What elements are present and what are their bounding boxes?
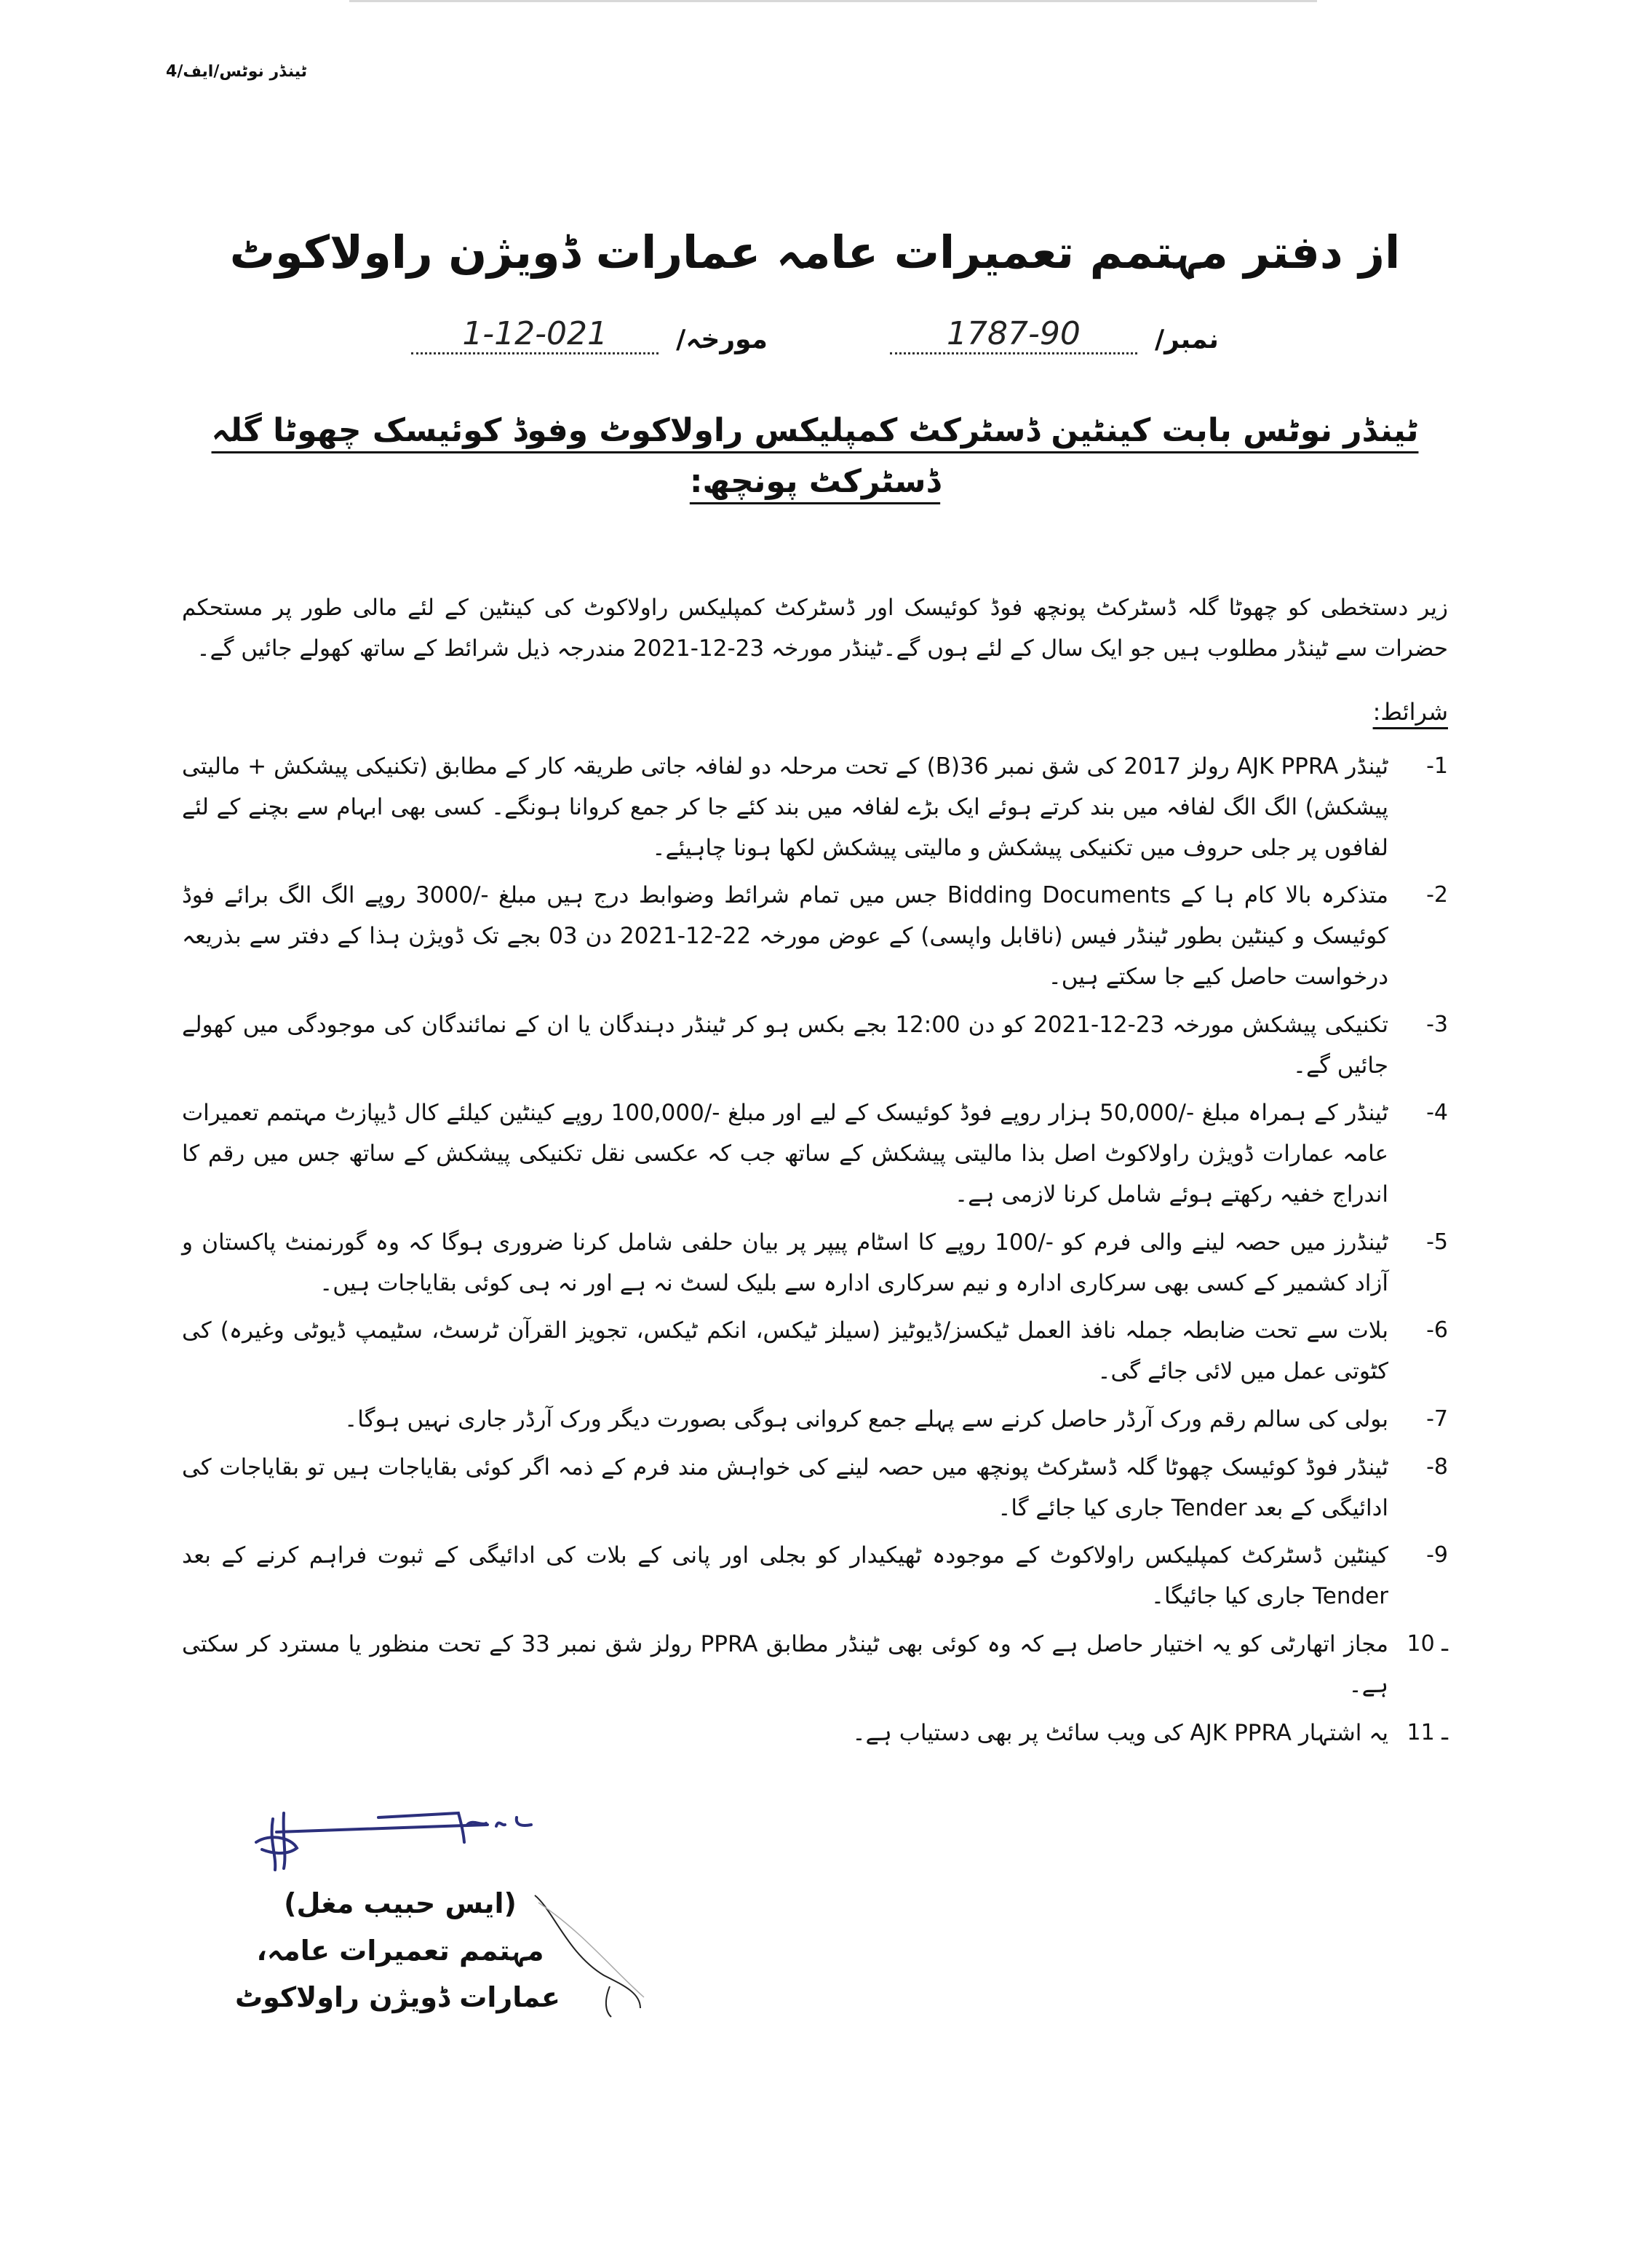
condition-item-11	[182, 1713, 1448, 1754]
number-value: 1787-90	[890, 315, 1137, 354]
date-value: 1-12-021	[411, 315, 659, 354]
item-line: متذکرہ بالا کام ہا کے Bidding Documents جس میں تمام شرائط وضوابط درج ہیں مبلغ -/3000 روپے الگ الگ برائے فوڈ کوئیسک و کینٹین	[182, 882, 1389, 950]
item-text	[182, 1713, 1388, 1754]
item-number: ـ 10	[1407, 1630, 1448, 1657]
date-label: مورخہ/	[676, 325, 768, 354]
item-line: بولی کی سالم رقم ورک آرڈر حاصل کرنے سے پہلے جمع کروانی ہوگی بصورت دیگر ورک آرڈر جاری نہیں ہوگا۔	[344, 1405, 1388, 1432]
condition-item-2	[182, 876, 1448, 997]
item-number: -5	[1426, 1229, 1448, 1255]
item-line: لفافہ میں بند کرتے ہوئے ایک بڑے لفافہ میں بند کئے جا کر جمع کروانا ہونگے۔ کسی بھی ابہام سے بچنے کے لئے لفافوں پر جلی حروف میں تکنیکی پیشکش و مالیتی	[182, 793, 1388, 861]
item-text	[182, 1005, 1388, 1087]
condition-item-6	[182, 1311, 1448, 1392]
item-number: -4	[1426, 1100, 1448, 1126]
item-text	[182, 1400, 1388, 1440]
condition-item-3	[182, 1005, 1448, 1087]
item-line: کینٹین ڈسٹرکٹ کمپلیکس راولاکوٹ کے موجودہ ٹھیکیدار کو بجلی اور پانی کے بلات کی ادائیگی کے ثبوت فراہم کرنے کے بعد Tender جاری کیا جائیگا۔	[182, 1542, 1388, 1610]
item-line: یہ اشتہار AJK PPRA کی ویب سائٹ پر بھی دستیاب ہے۔	[852, 1719, 1388, 1746]
number-label: نمبر/	[1154, 325, 1219, 354]
conditions-list	[182, 747, 1448, 1753]
condition-item-10	[182, 1625, 1448, 1706]
item-line: ٹینڈر فوڈ کوئیسک چھوٹا گلہ ڈسٹرکٹ پونچھ میں حصہ لینے کی خواہش مند فرم کے ذمہ اگر کوئی بقایاجات ہیں تو بقایاجات کی ادائیگی کے بعد Tender جاری کیا	[182, 1454, 1388, 1521]
item-text	[182, 747, 1388, 868]
condition-item-5	[182, 1223, 1448, 1304]
item-number: -9	[1426, 1542, 1448, 1569]
condition-item-8	[182, 1448, 1448, 1529]
item-text	[182, 1223, 1388, 1304]
item-number: -2	[1426, 882, 1448, 908]
condition-item-4	[182, 1093, 1448, 1215]
intro-line: زیر دستخطی کو چھوٹا گلہ ڈسٹرکٹ پونچھ فوڈ کوئیسک اور ڈسٹرکٹ کمپلیکس راولاکوٹ کی کینٹین کے لئے مالی طور پر مستحکم حضرات سے ٹینڈر مطلوب ہیں جو ایک سال کے لئے	[182, 594, 1448, 662]
item-number: -6	[1426, 1317, 1448, 1344]
item-line: بطور ٹینڈر فیس (ناقابل واپسی) کے عوض مورخہ 22-12-2021 دن 03 بجے تک ڈویژن ہذا کے دفتر سے بذریعہ درخواست حاصل کیے جا سکتے ہیں۔	[182, 923, 1388, 990]
item-line: مجاز اتھارٹی کو یہ اختیار حاصل ہے کہ وہ کوئی بھی ٹینڈر مطابق PPRA رولز شق نمبر 33 کے تحت منظور یا مسترد کر سکتی ہے۔	[182, 1630, 1388, 1698]
subject-line: ٹینڈر نوٹس بابت کینٹین ڈسٹرکٹ کمپلیکس راولاکوٹ وفوڈ کوئیسک چھوٹا گلہ ڈسٹرکٹ پونچھ:	[211, 412, 1419, 501]
reference-code: ٹینڈر نوٹس/ایف/4	[166, 63, 308, 81]
signature-block	[234, 1804, 560, 2021]
item-line: ٹینڈرز میں حصہ لینے والی فرم کو -/100 روپے کا اسٹام پیپر پر بیان حلفی شامل کرنا ضروری ہوگا کہ وہ گورنمنٹ پاکستان و آزاد کشمیر کے کسی بھی سرکاری ادارہ و	[182, 1229, 1388, 1296]
signatory-division: عمارات ڈویژن راولاکوٹ	[234, 1981, 560, 2014]
reference-line	[182, 315, 1448, 354]
signatory-designation: مہتمم تعمیرات عامہ،	[256, 1934, 544, 1967]
item-text	[182, 1311, 1388, 1392]
signature-stroke	[531, 1892, 648, 2037]
item-number: -7	[1426, 1405, 1448, 1432]
item-text	[182, 1448, 1388, 1529]
item-number: -1	[1426, 753, 1448, 779]
condition-item-9	[182, 1536, 1448, 1617]
scan-edge-artifact	[349, 0, 1317, 2]
intro-line: ہوں گے۔ٹینڈر مورخہ 23-12-2021 مندرجہ ذیل شرائط کے ساتھ کھولے جائیں گے۔	[196, 635, 969, 662]
signature-scribble	[240, 1804, 560, 1877]
item-text	[182, 876, 1388, 997]
item-text	[182, 1093, 1388, 1215]
item-line: راولاکوٹ اصل بذا مالیتی پیشکش کے ساتھ جب کہ عکسی نقل تکنیکی پیشکش کے ساتھ جس میں رقم کا اندراج خفیہ رکھتے ہوئے شامل کرنا لازمی ہے۔	[182, 1141, 1388, 1208]
item-line: تکنیکی پیشکش مورخہ 23-12-2021 کو دن 12:00 بجے بکس ہو کر ٹینڈر دہندگان یا ان کے نمائندگان کی موجودگی میں کھولے جائیں گے۔	[182, 1011, 1388, 1079]
signatory-name: (ایس حبیب مغل)	[284, 1887, 517, 1920]
item-line: ٹینڈر AJK PPRA رولز 2017 کی شق نمبر 36(B) کے تحت مرحلہ دو لفافہ جاتی طریقہ کار کے مطابق (تکنیکی پیشکش + مالیتی پیشکش) الگ الگ	[182, 753, 1388, 820]
condition-item-7	[182, 1400, 1448, 1440]
conditions-heading: شرائط:	[1372, 698, 1448, 726]
item-number: -8	[1426, 1454, 1448, 1480]
item-line: بلات سے تحت ضابطہ جملہ نافذ العمل ٹیکسز/ڈیوٹیز (سیلز ٹیکس، انکم ٹیکس، تجویز القرآن ٹرسٹ، سٹیمپ ڈیوٹی وغیرہ) کی کٹوتی عمل میں لائی جائے گی۔	[182, 1317, 1388, 1385]
office-title: از دفتر مہتمم تعمیرات عامہ عمارات ڈویژن راولاکوٹ	[229, 226, 1401, 279]
item-line: پیشکش لکھا ہونا چاہیئے۔	[652, 834, 897, 861]
item-number: -3	[1426, 1011, 1448, 1037]
intro-paragraph	[182, 588, 1448, 670]
item-line: ٹینڈر کے ہمراہ مبلغ -/50,000 ہزار روپے فوڈ کوئیسک کے لیے اور مبلغ -/100,000 روپے کینٹین کیلئے کال ڈیپازٹ مہتمم تعمیرات عامہ عمارات ڈویژن	[182, 1100, 1389, 1167]
item-line: نیم سرکاری ادارہ سے بلیک لسٹ نہ ہے اور نہ ہی کوئی بقایاجات ہیں۔	[319, 1269, 990, 1296]
item-text	[182, 1536, 1388, 1617]
item-text	[182, 1625, 1388, 1706]
item-number: ـ 11	[1407, 1719, 1448, 1745]
tender-notice	[182, 218, 1448, 2021]
condition-item-1	[182, 747, 1448, 868]
item-line: جائے گا۔	[998, 1494, 1076, 1521]
